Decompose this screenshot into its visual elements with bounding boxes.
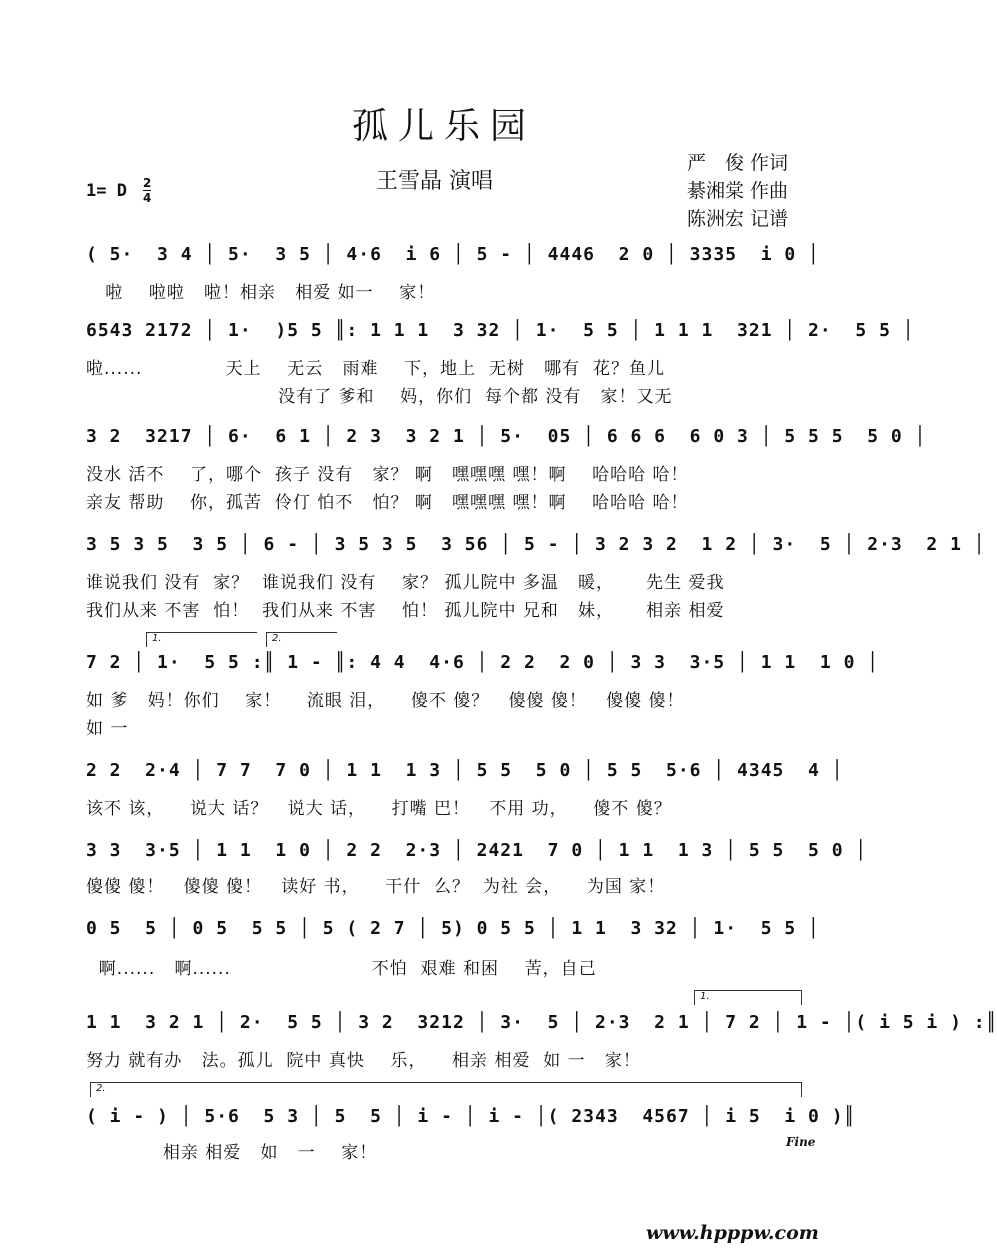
transcriber-credit: 陈洲宏 记谱	[687, 208, 789, 230]
lyric-line-8a: 啊...... 啊...... 不怕 艰难 和困 苦，自己	[86, 959, 597, 979]
lyric-line-9a: 努力 就有办 法。孤儿 院中 真快 乐， 相亲 相爱 如 一 家！	[86, 1051, 641, 1071]
volta-label: 1.	[152, 633, 162, 644]
lyric-line-2b: 没有了 爹和 妈，你们 每个都 没有 家！又无	[86, 387, 673, 407]
lyric-line-5a: 如 爹 妈！你们 家！ 流眼 泪， 傻不 傻？ 傻傻 傻！ 傻傻 傻！	[86, 691, 685, 711]
lyric-line-10a: 相亲 相爱 如 一 家！	[86, 1143, 378, 1163]
composer-credit: 綦湘棠 作曲	[687, 180, 789, 202]
volta-label: 2.	[272, 633, 282, 644]
volta-bracket	[90, 1082, 802, 1097]
notation-line-3: 3 2 3217 │ 6· 6 1 │ 2 3 3 2 1 │ 5· 05 │ 6 6 6 6 0 3 │ 5 5 5 5 0 │	[86, 426, 927, 447]
lyric-line-2a: 啦...... 天上 无云 雨难 下，地上 无树 哪有 花？鱼儿	[86, 359, 665, 379]
notation-line-4: 3 5 3 5 3 5 │ 6 - │ 3 5 3 5 3 56 │ 5 - │ 3 2 3 2 1 2 │ 3· 5 │ 2·3 2 1 │	[86, 534, 986, 555]
lyricist-credit: 严 俊 作词	[687, 152, 789, 174]
notation-line-5: 7 2 │ 1· 5 5 :║ 1 - ║: 4 4 4·6 │ 2 2 2 0 │ 3 3 3·5 │ 1 1 1 0 │	[86, 652, 880, 673]
lyric-line-3a: 没水 活不 了，哪个 孩子 没有 家？ 啊 嘿嘿嘿 嘿！啊 哈哈哈 哈！	[86, 465, 689, 485]
notation-line-6: 2 2 2·4 │ 7 7 7 0 │ 1 1 1 3 │ 5 5 5 0 │ 5 5 5·6 │ 4345 4 │	[86, 760, 844, 781]
notation-line-1: ( 5· 3 4 │ 5· 3 5 │ 4·6 i 6 │ 5 - │ 4446 2 0 │ 3335 i 0 │	[86, 244, 820, 265]
volta-label: 2.	[96, 1083, 106, 1094]
notation-line-9: 1 1 3 2 1 │ 2· 5 5 │ 3 2 3212 │ 3· 5 │ 2·3 2 1 │ 7 2 │ 1 - │( i 5 i ) :║	[86, 1012, 997, 1033]
lyric-line-5b: 如 一	[86, 719, 129, 739]
notation-line-8: 0 5 5 │ 0 5 5 5 │ 5 ( 2 7 │ 5) 0 5 5 │ 1 1 3 32 │ 1· 5 5 │	[86, 918, 820, 939]
key-signature: 1= D	[86, 181, 127, 201]
volta-bracket	[146, 632, 257, 647]
notation-line-2: 6543 2172 │ 1· )5 5 ║: 1 1 1 3 32 │ 1· 5 5 │ 1 1 1 321 │ 2· 5 5 │	[86, 320, 915, 341]
time-signature-top: 2	[143, 176, 152, 190]
notation-line-10: ( i - ) │ 5·6 5 3 │ 5 5 │ i - │ i - │( 2343 4567 │ i 5 i 0 )║	[86, 1106, 856, 1127]
volta-bracket	[694, 990, 802, 1005]
lyric-line-6a: 该不 该， 说大 话？ 说大 话， 打嘴 巴！ 不用 功， 傻不 傻？	[86, 799, 672, 819]
lyric-line-4a: 谁说我们 没有 家？ 谁说我们 没有 家？ 孤儿院中 多温 暖， 先生 爱我	[86, 573, 725, 593]
singer-credit: 王雪晶 演唱	[376, 169, 493, 194]
fine-marking: Fine	[786, 1135, 816, 1149]
lyric-line-4b: 我们从来 不害 怕！ 我们从来 不害 怕！ 孤儿院中 兄和 妹， 相亲 相爱	[86, 601, 725, 621]
time-signature	[143, 176, 151, 205]
lyric-line-1a: 啦 啦啦 啦！相亲 相爱 如一 家！	[86, 283, 436, 303]
website-watermark: www.hpppw.com	[646, 1222, 819, 1244]
page-title: 孤儿乐园	[351, 106, 536, 147]
notation-line-7: 3 3 3·5 │ 1 1 1 0 │ 2 2 2·3 │ 2421 7 0 │ 1 1 1 3 │ 5 5 5 0 │	[86, 840, 868, 861]
volta-label: 1.	[700, 991, 710, 1002]
time-signature-bottom: 4	[143, 191, 152, 205]
lyric-line-7a: 傻傻 傻！ 傻傻 傻！ 读好 书， 干什 么？ 为社 会， 为国 家！	[86, 877, 666, 897]
lyric-line-3b: 亲友 帮助 你，孤苦 伶仃 怕不 怕？ 啊 嘿嘿嘿 嘿！啊 哈哈哈 哈！	[86, 493, 689, 513]
